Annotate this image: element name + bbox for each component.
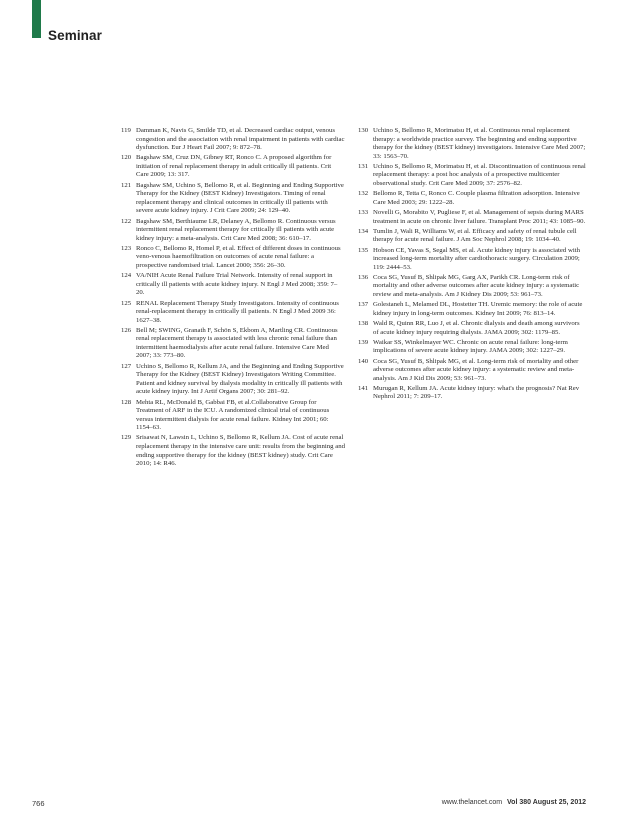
reference-number: 137 — [358, 301, 369, 309]
reference-text: RENAL Replacement Therapy Study Investigators. Intensity of continuous renal-replacement therapy in critically ill patients. N Engl J Med 2009 36: 1627–38. — [136, 299, 339, 324]
reference-text: Hobson CE, Yavas S, Segal MS, et al. Acute kidney injury is associated with increased long-term mortality after cardiothoracic surgery. Circulation 2009; 119: 2444–53. — [373, 246, 580, 271]
reference-item — [358, 301, 586, 318]
section-title: Seminar — [48, 28, 102, 43]
reference-item — [358, 274, 586, 300]
reference-number: 126 — [121, 326, 132, 334]
reference-item — [121, 399, 345, 433]
volume-date: Vol 380 August 25, 2012 — [507, 799, 586, 806]
reference-text: Uchino S, Bellomo R, Kellum JA, and the Beginning and Ending Supportive Therapy for the Kidney (BEST Kidney) Investigators Writing Committee. Patient and kidney survival by dialysis modality in critically ill patients with acute kidney injury. Int J Artif Organs 2007; 30: 281–92. — [136, 362, 344, 396]
reference-number: 135 — [358, 246, 369, 254]
reference-text: Novelli G, Morabito V, Pugliese F, et al. Management of sepsis during MARS treatment in acute on chronic liver failure. Transplant Proc 2011; 43: 1085–90. — [373, 208, 586, 225]
reference-number: 132 — [358, 190, 369, 198]
footer-journal-info — [442, 799, 586, 806]
reference-text: Mehta RL, McDonald B, Gabbai FB, et al.Collaborative Group for Treatment of ARF in the ICU. A randomized clinical trial of continuous versus intermittent dialysis for acute renal failure. Kidney Int 2001; 60: 1154–63. — [136, 398, 330, 432]
reference-text: Golestaneh L, Melamed DL, Hostetter TH. Uremic memory: the role of acute kidney injury in long-term outcomes. Kidney Int 2009; 76: 813–14. — [373, 301, 583, 317]
reference-text: Murugan R, Kellum JA. Acute kidney injury: what's the prognosis? Nat Rev Nephrol 2011; 7: 209–17. — [373, 384, 580, 401]
reference-number: 134 — [358, 227, 369, 235]
reference-text: Coca SG, Yusuf B, Shlipak MG, Garg AX, Parikh CR. Long-term risk of mortality and other adverse outcomes after acute kidney injury: a systematic review and meta-analysis. Am J Kidney Dis 2009; 53: 961–73. — [373, 273, 580, 298]
reference-number: 119 — [121, 127, 131, 134]
reference-item — [121, 182, 345, 216]
reference-text: Ronco C, Bellomo R, Homel P, et al. Effect of different doses in continuous veno-venous haemofiltration on outcomes of acute renal failure: a prospective randomised trial. Lancet 2000; 356: 26–30. — [136, 244, 341, 269]
reference-text: VA/NIH Acute Renal Failure Trial Network. Intensity of renal support in critically ill patients with acute kidney injury. N Engl J Med 2008; 359: 7–20. — [136, 272, 338, 297]
reference-item — [358, 228, 586, 245]
reference-number: 131 — [358, 162, 369, 170]
reference-number: 128 — [121, 398, 132, 406]
reference-text: Wald R, Quinn RR, Luo J, et al. Chronic dialysis and death among survivors of acute kidney injury requiring dialysis. JAMA 2009; 302: 1179–85. — [373, 319, 580, 336]
reference-number: 121 — [121, 181, 132, 189]
reference-item — [121, 363, 345, 397]
reference-text: Srisawat N, Lawsin L, Uchino S, Bellomo R, Kellum JA. Cost of acute renal replacement therapy in the intensive care unit: results from the beginning and ending supportive therapy for the kidney (BEST kidney) study. Crit Care 2010; 14: R46. — [136, 434, 345, 468]
reference-number: 125 — [121, 299, 132, 307]
reference-text: Tumlin J, Wali R, Williams W, et al. Efficacy and safety of renal tubule cell therapy for acute renal failure. J Am Soc Nephrol 2008; 19: 1034–40. — [373, 227, 577, 244]
reference-item — [358, 163, 586, 189]
reference-number: 123 — [121, 244, 132, 252]
page-number: 766 — [32, 799, 45, 808]
section-accent-bar — [32, 0, 41, 38]
reference-item — [358, 209, 586, 226]
references-column-right — [358, 127, 586, 404]
reference-item — [121, 272, 345, 298]
reference-number: 141 — [358, 384, 369, 392]
reference-item — [358, 320, 586, 337]
reference-text: Bellomo R, Tetta C, Ronco C. Couple plasma filtration adsorption. Intensive Care Med 2003; 29: 1222–28. — [373, 190, 580, 206]
reference-item — [358, 127, 586, 161]
reference-text: Coca SG, Yusuf B, Shlipak MG, et al. Long-term risk of mortality and other adverse outcomes after acute kidney injury: a systematic review and meta-analysis. Am J Kid Dis 2009; 53: 961–73. — [373, 357, 579, 382]
reference-item — [121, 127, 345, 153]
reference-text: Bell M; SWING, Granath F, Schön S, Ekbom A, Martling CR. Continuous renal replacement therapy is associated with less chronic renal failure than intermittent haemodialysis after acute renal failure. Intensive Care Med 2007; 33: 773–80. — [136, 326, 338, 360]
reference-text: Uchino S, Bellomo R, Morimatsu H, et al. Continuous renal replacement therapy: a worldwide practice survey. The beginning and ending supportive therapy for the kidney (BEST kidney) investigators. Intensive Care Med 2007; 33: 1563–70. — [373, 127, 586, 160]
reference-item — [121, 218, 345, 244]
journal-website: www.thelancet.com — [441, 799, 503, 806]
reference-item — [121, 300, 345, 326]
reference-text: Bagshaw SM, Uchino S, Bellomo R, et al. Beginning and Ending Supportive Therapy for the Kidney (BEST Kidney) Investigators. Timing of renal replacement therapy and clinical outcomes in critically ill patients with severe acute kidney injury. J Crit Care 2009; 24: 129–40. — [136, 181, 344, 215]
reference-text: Uchino S, Bellomo R, Morimatsu H, et al. Discontinuation of continuous renal replacement therapy: a post hoc analysis of a prospective multicenter observational study. Crit Care Med 2009; 37: 2576–82. — [373, 162, 586, 187]
reference-text: Bagshaw SM, Cruz DN, Gibney RT, Ronco C. A proposed algorithm for initiation of renal replacement therapy in adult critically ill patients. Crit Care 2009; 13: 317. — [136, 154, 332, 179]
reference-item — [121, 154, 345, 180]
reference-text: Waikar SS, Winkelmayer WC. Chronic on acute renal failure: long-term implications of severe acute kidney injury. JAMA 2009; 302: 1227–29. — [373, 338, 568, 355]
reference-number: 140 — [358, 357, 369, 365]
reference-item — [358, 247, 586, 273]
reference-number: 127 — [121, 362, 132, 370]
reference-number: 120 — [121, 154, 132, 162]
reference-number: 130 — [358, 127, 369, 134]
reference-number: 133 — [358, 208, 369, 216]
reference-item — [358, 190, 586, 207]
reference-number: 138 — [358, 319, 369, 327]
references-column-left — [121, 127, 345, 470]
reference-number: 139 — [358, 338, 369, 346]
reference-item — [121, 245, 345, 271]
reference-number: 122 — [121, 217, 132, 225]
reference-item — [358, 339, 586, 356]
reference-number: 136 — [358, 273, 369, 281]
reference-item — [121, 434, 345, 468]
reference-text: Bagshaw SM, Berthiaume LR, Delaney A, Bellomo R. Continuous versus intermittent renal replacement therapy for critically ill patients with acute kidney injury: a meta-analysis. Crit Care Med 2008; 36: 610–17. — [136, 217, 336, 242]
reference-number: 124 — [121, 272, 132, 280]
reference-item — [358, 358, 586, 384]
reference-item — [121, 327, 345, 361]
reference-item — [358, 385, 586, 402]
reference-number: 129 — [121, 434, 132, 442]
reference-text: Damman K, Navis G, Smilde TD, et al. Decreased cardiac output, venous congestion and the association with renal impairment in patients with cardiac dysfunction. Eur J Heart Fail 2007; 9: 872–78. — [136, 127, 345, 152]
